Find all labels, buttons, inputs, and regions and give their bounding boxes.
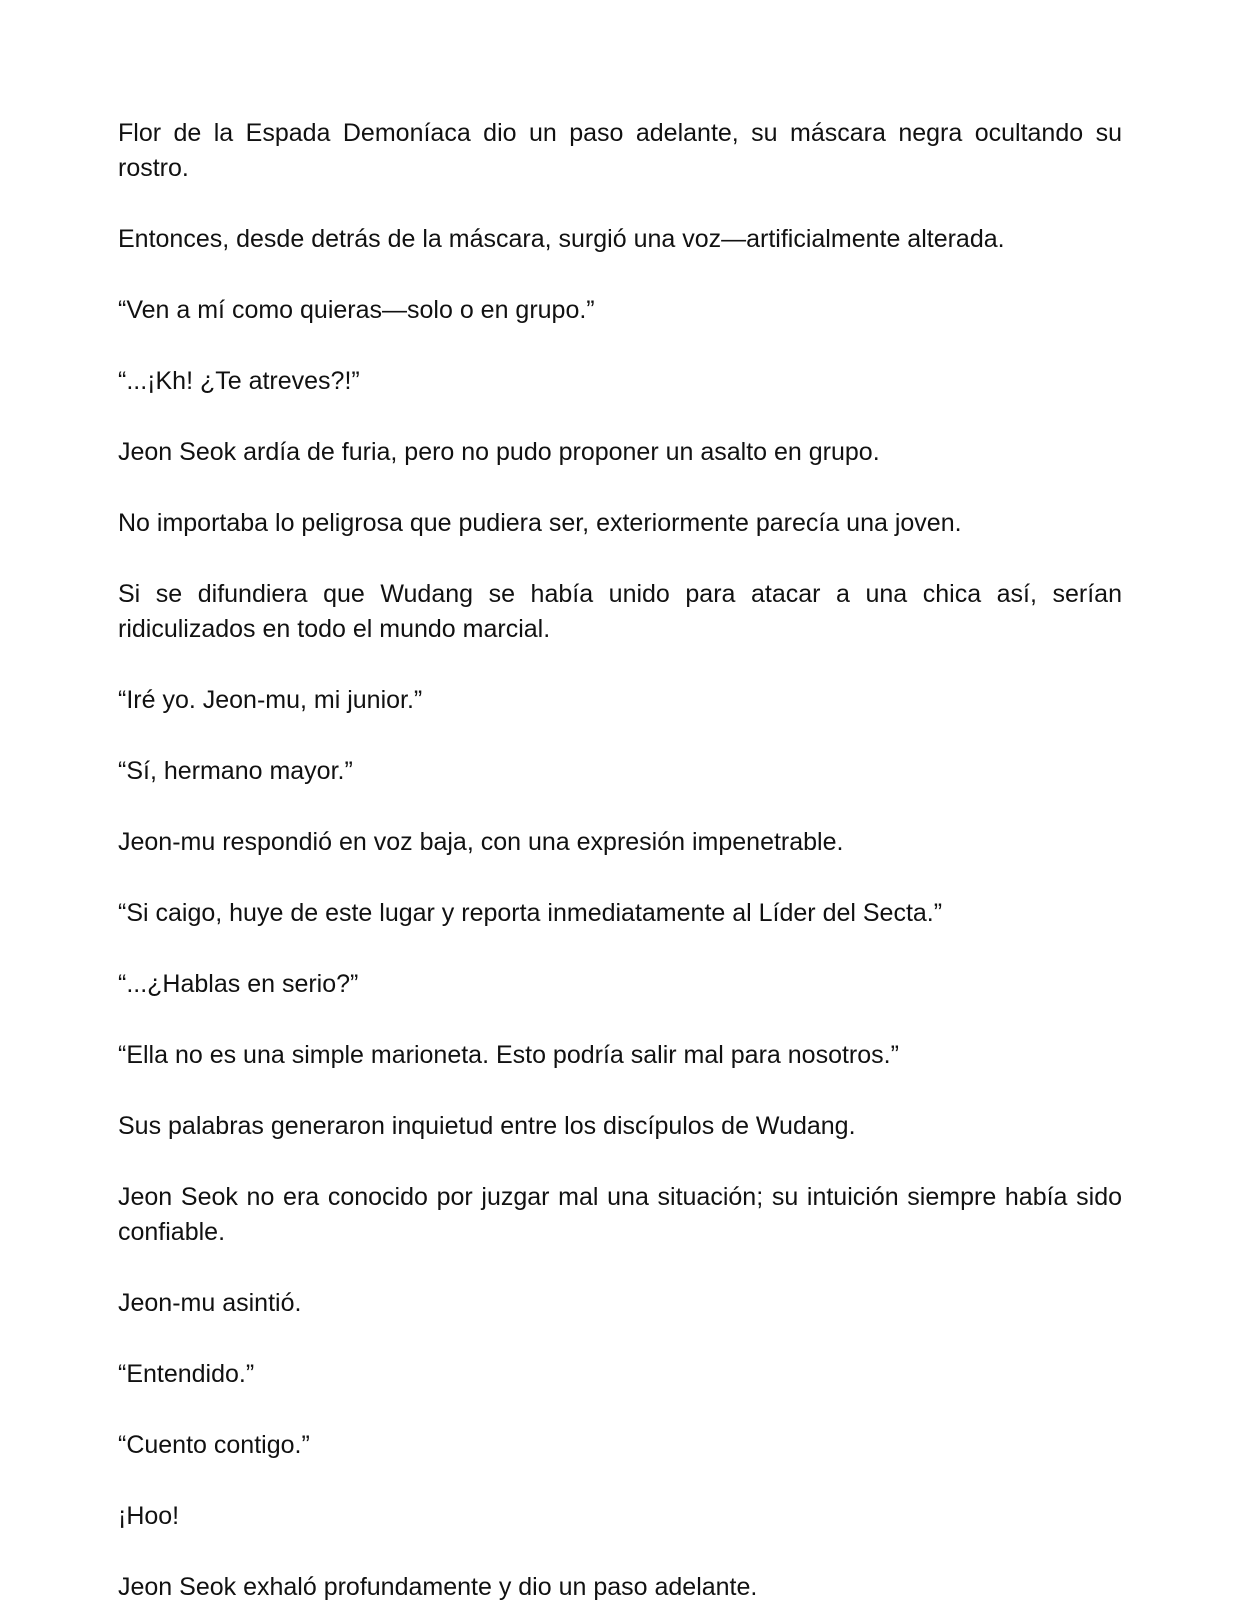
paragraph: “Iré yo. Jeon-mu, mi junior.” [118, 686, 423, 714]
paragraph: Si se difundiera que Wudang se había unido para atacar a una chica así, serían ridiculizados en todo el mundo marcial. [118, 580, 1122, 643]
paragraph: Jeon-mu respondió en voz baja, con una expresión impenetrable. [118, 828, 844, 856]
paragraph: Flor de la Espada Demoníaca dio un paso adelante, su máscara negra ocultando su rostro. [118, 119, 1122, 182]
paragraph: “Sí, hermano mayor.” [118, 757, 353, 785]
paragraph: Entonces, desde detrás de la máscara, surgió una voz—artificialmente alterada. [118, 225, 1005, 253]
paragraph: “...¡Kh! ¿Te atreves?!” [118, 367, 360, 395]
paragraph: Jeon Seok no era conocido por juzgar mal una situación; su intuición siempre había sido confiable. [118, 1183, 1122, 1246]
paragraph: Jeon Seok exhaló profundamente y dio un paso adelante. [118, 1573, 758, 1601]
paragraph: No importaba lo peligrosa que pudiera ser, exteriormente parecía una joven. [118, 509, 962, 537]
document-page [118, 116, 1122, 1605]
paragraph: Jeon Seok ardía de furia, pero no pudo proponer un asalto en grupo. [118, 438, 880, 466]
paragraph: Sus palabras generaron inquietud entre los discípulos de Wudang. [118, 1112, 856, 1140]
paragraph: “Cuento contigo.” [118, 1431, 310, 1459]
paragraph: “...¿Hablas en serio?” [118, 970, 359, 998]
paragraph: “Ven a mí como quieras—solo o en grupo.” [118, 296, 595, 324]
paragraph: “Entendido.” [118, 1360, 255, 1388]
paragraph: “Ella no es una simple marioneta. Esto podría salir mal para nosotros.” [118, 1041, 899, 1069]
paragraph: ¡Hoo! [118, 1502, 180, 1530]
paragraph: Jeon-mu asintió. [118, 1289, 302, 1317]
paragraph: “Si caigo, huye de este lugar y reporta inmediatamente al Líder del Secta.” [118, 899, 943, 927]
